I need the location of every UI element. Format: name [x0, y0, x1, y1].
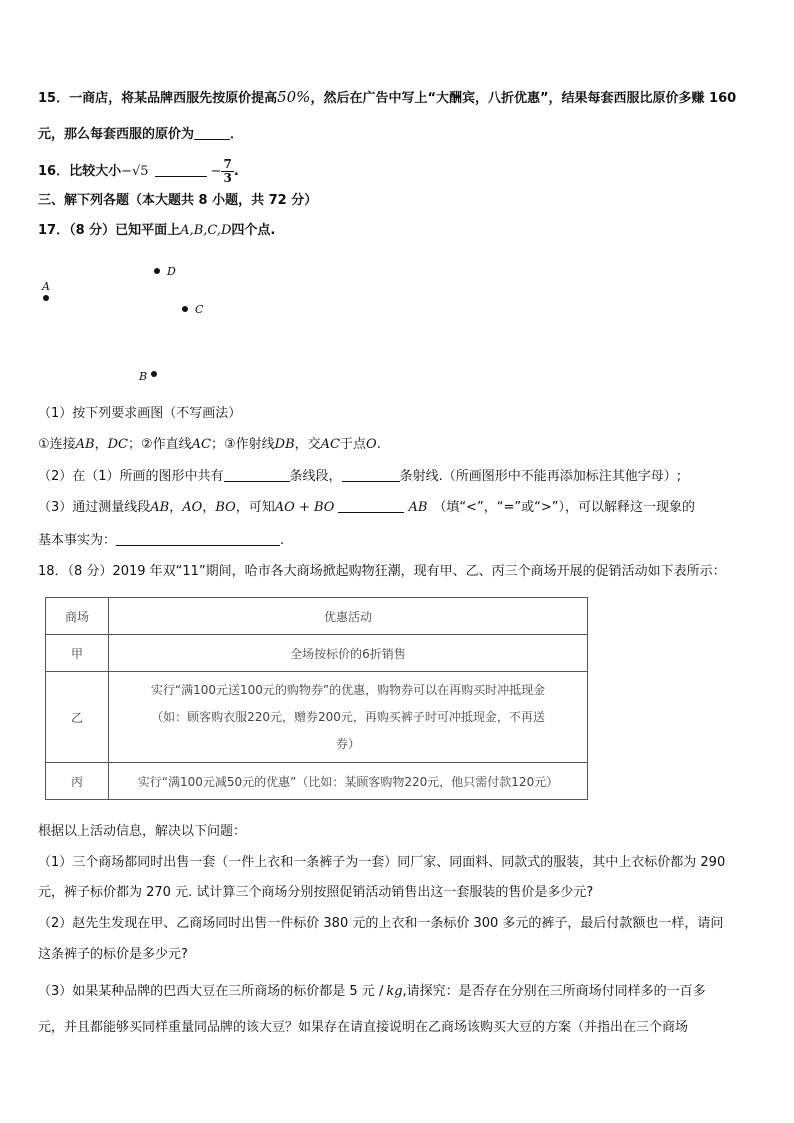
q15-line2 [38, 125, 243, 144]
table-cell-store: 乙 [46, 672, 109, 763]
q16-frac-den: 3 [223, 171, 232, 185]
table-header-row [46, 598, 588, 635]
q17-ray-db: DB [274, 437, 295, 452]
table-cell-activity [109, 672, 588, 763]
table-cell-store: 甲 [46, 635, 109, 672]
point-a [43, 295, 49, 301]
q17-point-o: O [366, 437, 377, 452]
table-row [46, 763, 588, 800]
table-row [46, 672, 588, 763]
q17-p2-text: 条线段， [289, 469, 342, 484]
q17-step-text: ①连接 [38, 437, 76, 452]
point-c-label: C [195, 303, 204, 316]
q18-part3-line2: 元，并且都能够买同样重量同品牌的该大豆？如果存在请直接说明在乙商场该购买大豆的方案（并指出在三个商场 [38, 1020, 689, 1035]
q17-part2 [38, 467, 681, 486]
q18-title: 18．（8 分）2019 年双“11”期间，哈市各大商场掀起购物狂潮，现有甲、乙、丙三个商场开展的促销活动如下表所示： [38, 564, 726, 579]
q17-part3 [38, 498, 695, 517]
q17-step-text: ，交 [294, 437, 321, 452]
q16-answer-blank[interactable] [155, 162, 207, 177]
q17-p3-ab: AB [408, 500, 428, 515]
q17-p2-text: （2）在（1）所画的图形中共有 [38, 469, 224, 484]
point-d-label: D [167, 265, 176, 278]
table-cell-line: （如：顾客购衣服220元，赠券200元，再购买裤子时可冲抵现金，不再送 [151, 709, 545, 724]
point-b-label: B [139, 370, 148, 383]
q17-part1: （1）按下列要求画图（不写画法） [38, 406, 242, 421]
table-cell-store: 丙 [46, 763, 109, 800]
q18-p3-text: ,请探究：是否存在分别在三所商场付同样多的一百多 [402, 984, 706, 999]
q17-line-ac: AC [320, 437, 340, 452]
q16-frac-num: 7 [223, 157, 232, 171]
q17-p3-bo: BO [215, 500, 236, 515]
promotion-table [45, 597, 588, 800]
q17-title-b: 四个点. [231, 223, 276, 238]
q17-p3-sep: ， [202, 500, 216, 515]
q18-part1-line2: 元，裤子标价都为 270 元. 试计算三个商场分别按照促销活动销售出这一套服装的售价是多少元? [38, 885, 594, 900]
q18-part2-line2: 这条裤子的标价是多少元? [38, 947, 188, 962]
table-header-activity: 优惠活动 [109, 598, 588, 635]
q18-part2-line1: （2）赵先生发现在甲、乙商场同时出售一件标价 380 元的上衣和一条标价 300 多元的裤子，最后付款额也一样，请问 [38, 916, 724, 931]
q17-p3-text: ，可知 [235, 500, 275, 515]
q17-step-text: ；③作射线 [211, 437, 275, 452]
q15-text-a: 15．一商店，将某品牌西服先按原价提高 [38, 91, 278, 106]
q17-p3-sum: AO + BO [274, 500, 335, 515]
q17-step-text: 于点 [340, 437, 367, 452]
q17-step-text: . [376, 437, 381, 452]
q17-points: A,B,C,D [180, 223, 232, 238]
table-cell-line: 券） [335, 736, 360, 751]
q17-title-a: 17．（8 分）已知平面上 [38, 223, 181, 238]
q17-part1-steps [38, 436, 381, 454]
q17-seg-ab: AB [75, 437, 95, 452]
q16-left-expr: −√5 [121, 164, 149, 179]
q16-prefix: 16．比较大小 [38, 164, 122, 179]
section-3-heading: 三、解下列各题（本大题共 8 小题，共 72 分） [38, 193, 318, 208]
q17-line-ac: AC [191, 437, 211, 452]
table-cell-line: 实行“满100元送100元的购物券”的优惠，购物券可以在再购买时冲抵现金 [150, 682, 546, 697]
q17-p3-text: （填“<”，“=”或“>”），可以解释这一现象的 [433, 500, 695, 515]
q17-sep: ， [94, 437, 108, 452]
q15-line1 [38, 88, 736, 108]
q16-line [38, 158, 239, 185]
q17-part3-line2 [38, 531, 284, 550]
q17-rays-blank[interactable] [342, 467, 400, 482]
q18-p3-text: （3）如果某种品牌的巴西大豆在三所商场的标价都是 5 元 / [38, 984, 384, 999]
q15-text-d: ． [230, 127, 244, 142]
point-b [151, 371, 157, 377]
q17-segments-blank[interactable] [224, 467, 290, 482]
q17-p3-fact-label: 基本事实为： [38, 533, 117, 548]
point-a-label: A [42, 280, 50, 293]
q15-percent: 50% [277, 88, 311, 106]
q17-step-text: ；②作直线 [128, 437, 192, 452]
q18-intro: 根据以上活动信息，解决以下问题： [38, 824, 247, 839]
q18-p3-unit: kg [386, 984, 403, 999]
q17-p3-ao: AO [182, 500, 203, 515]
q17-p3-sep: ， [169, 500, 183, 515]
table-row [46, 635, 588, 672]
q18-part3-line1 [38, 983, 706, 1001]
q18-part1-line1: （1）三个商场都同时出售一套（一件上衣和一条裤子为一套）同厂家、同面料、同款式的服装，其中上衣标价都为 290 [38, 855, 726, 870]
q17-p3-end: . [280, 533, 285, 548]
q17-p3-text: （3）通过测量线段 [38, 500, 151, 515]
point-d [154, 268, 160, 274]
q16-fraction [221, 158, 233, 185]
table-header-store: 商场 [46, 598, 109, 635]
q15-text-b: ，然后在广告中写上“大酬宾，八折优惠”，结果每套西服比原价多赚 160 [310, 91, 737, 106]
table-cell-activity: 全场按标价的6折销售 [109, 635, 588, 672]
q17-seg-dc: DC [107, 437, 128, 452]
q17-compare-blank[interactable] [338, 498, 404, 513]
q15-answer-blank[interactable] [194, 125, 230, 140]
q16-suffix: . [233, 164, 239, 179]
q15-text-c: 元，那么每套西服的原价为 [38, 127, 195, 142]
q17-title [38, 222, 275, 240]
table-cell-activity: 实行“满100元减50元的优惠”（比如：某顾客购物220元，他只需付款120元） [109, 763, 588, 800]
q17-p3-ab: AB [150, 500, 170, 515]
q17-fact-blank[interactable] [116, 531, 280, 546]
q16-neg: − [210, 164, 222, 179]
point-c [182, 306, 188, 312]
q17-p2-text: 条射线.（所画图形中不能再添加标注其他字母）; [399, 469, 682, 484]
